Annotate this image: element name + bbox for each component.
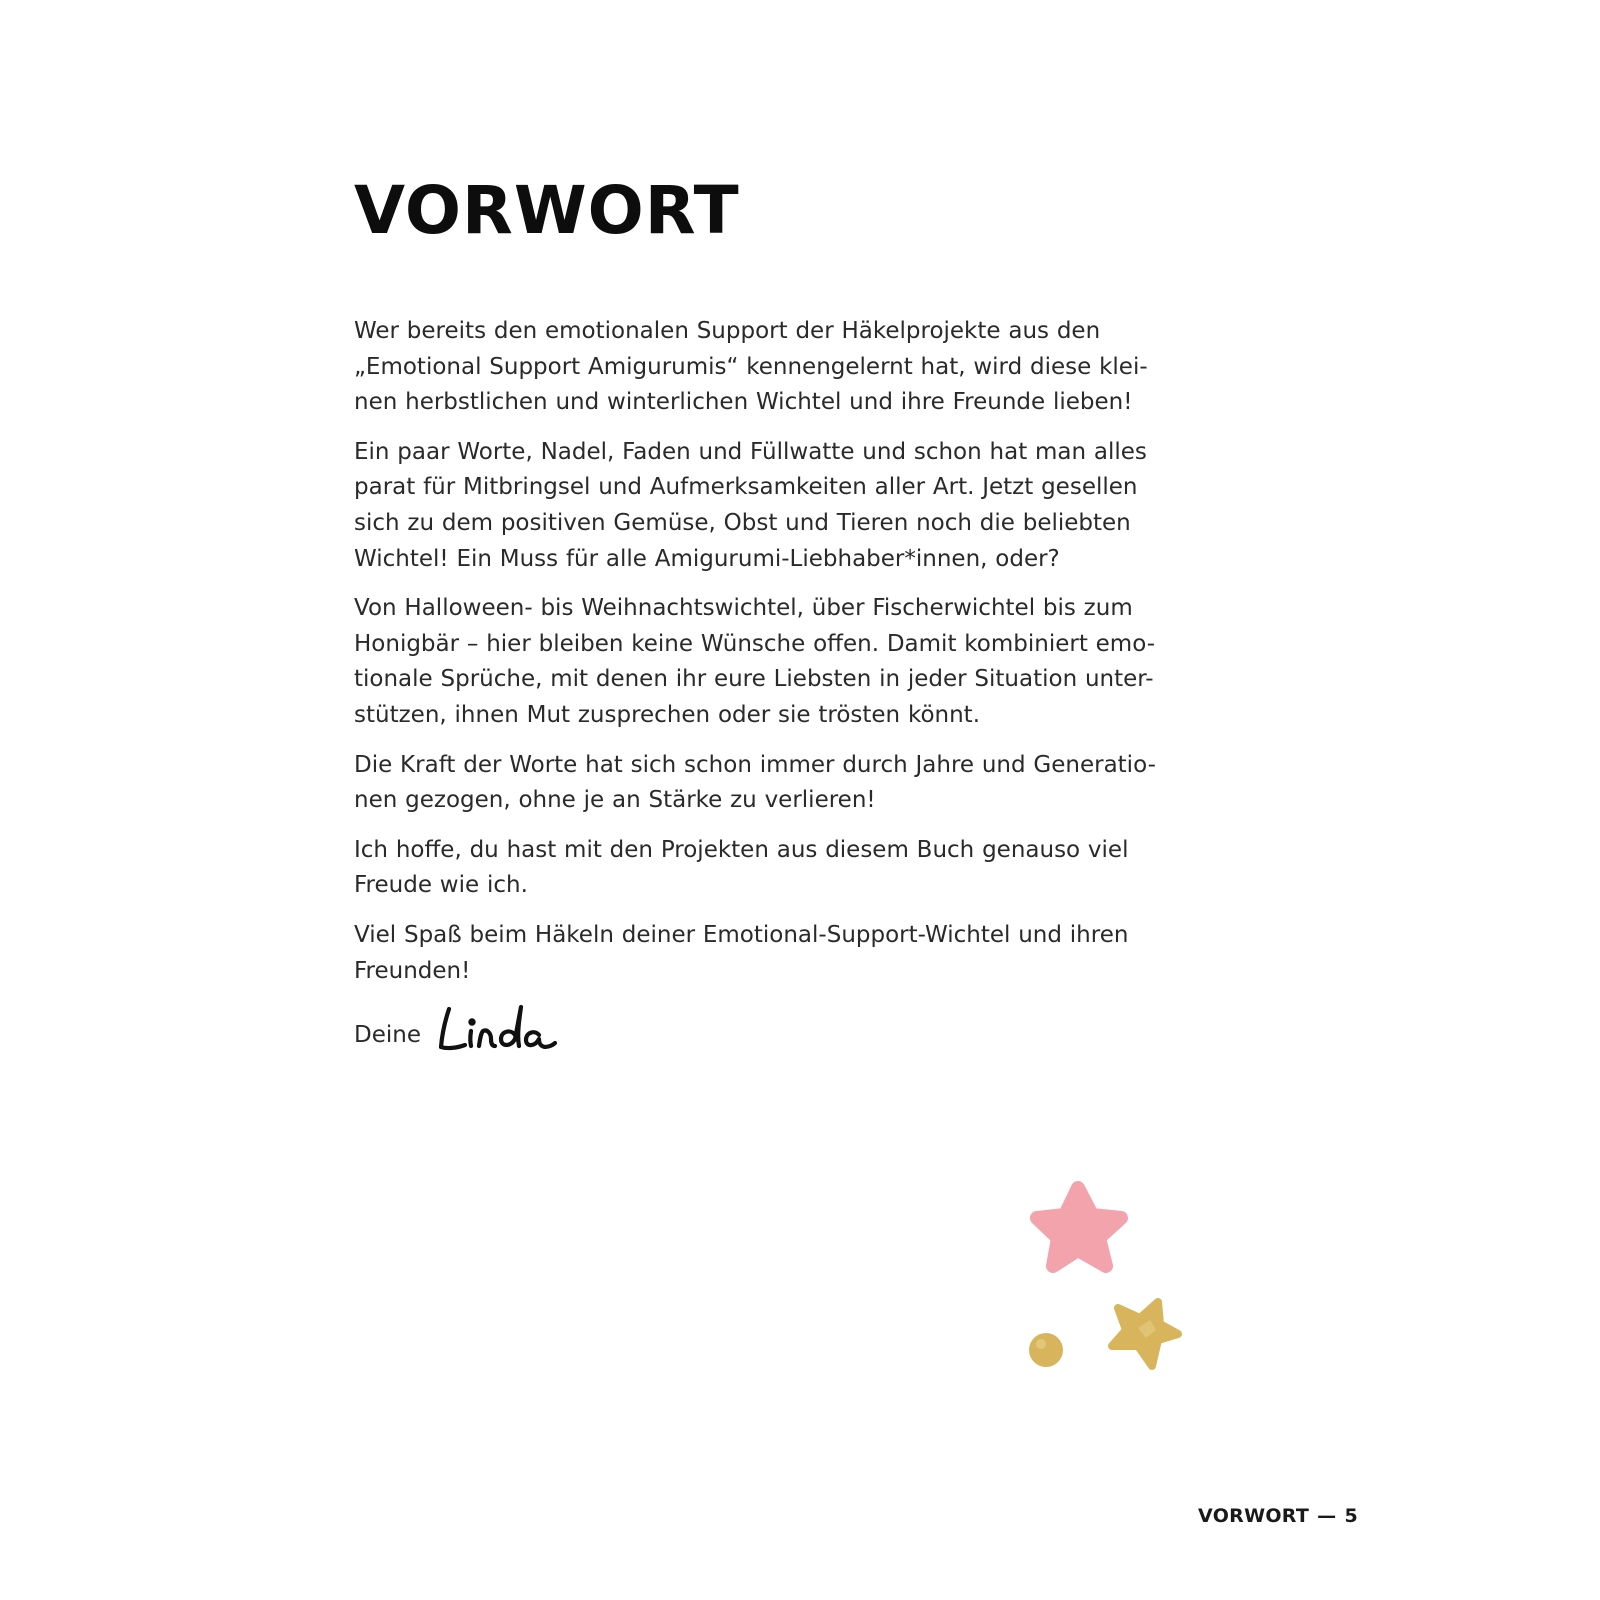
paragraph-line: nen gezogen, ohne je an Stärke zu verlieren! bbox=[354, 787, 876, 814]
paragraph-line: „Emotional Support Amigurumis“ kennengelernt hat, wird diese klei- bbox=[354, 353, 1148, 380]
pink-star-icon bbox=[1037, 1188, 1121, 1266]
paragraph-line: Wichtel! Ein Muss für alle Amigurumi-Liebhaber*innen, oder? bbox=[354, 545, 1060, 572]
gold-star-icon bbox=[1112, 1302, 1178, 1366]
paragraph-line: Viel Spaß beim Häkeln deiner Emotional-Support-Wichtel und ihren bbox=[354, 921, 1129, 948]
paragraph-line: tionale Sprüche, mit denen ihr eure Liebsten in jeder Situation unter- bbox=[354, 666, 1154, 693]
paragraph-line: Wer bereits den emotionalen Support der Häkelprojekte aus den bbox=[354, 318, 1101, 344]
paragraph-line: Honigbär – hier bleiben keine Wünsche offen. Damit kombiniert emo- bbox=[354, 630, 1155, 657]
footer-section: VORWORT bbox=[1198, 1505, 1310, 1527]
paragraph-line: Freunden! bbox=[354, 957, 471, 984]
signature-prefix: Deine bbox=[354, 1022, 421, 1049]
page-footer bbox=[1198, 1505, 1358, 1527]
paragraph-line: Von Halloween- bis Weihnachtswichtel, über Fischerwichtel bis zum bbox=[354, 595, 1133, 622]
paragraph-line: parat für Mitbringsel und Aufmerksamkeiten aller Art. Jetzt gesellen bbox=[354, 474, 1138, 501]
paragraph-line: Die Kraft der Worte hat sich schon immer durch Jahre und Generatio- bbox=[354, 751, 1156, 778]
paragraph-line: sich zu dem positiven Gemüse, Obst und Tieren noch die beliebten bbox=[354, 509, 1131, 536]
paragraph-line: Freude wie ich. bbox=[354, 872, 528, 899]
page-title: VORWORT bbox=[354, 172, 740, 249]
paragraph-line: Ich hoffe, du hast mit den Projekten aus diesem Buch genauso viel bbox=[354, 836, 1129, 863]
paragraph-line: Ein paar Worte, Nadel, Faden und Füllwatte und schon hat man alles bbox=[354, 438, 1147, 465]
footer-separator: — bbox=[1317, 1505, 1337, 1527]
paragraph-line: nen herbstlichen und winterlichen Wichtel und ihre Freunde lieben! bbox=[354, 389, 1133, 416]
page-number: 5 bbox=[1344, 1505, 1358, 1527]
gold-dot-icon bbox=[1029, 1333, 1063, 1367]
paragraph-line: stützen, ihnen Mut zusprechen oder sie trösten könnt. bbox=[354, 701, 981, 728]
